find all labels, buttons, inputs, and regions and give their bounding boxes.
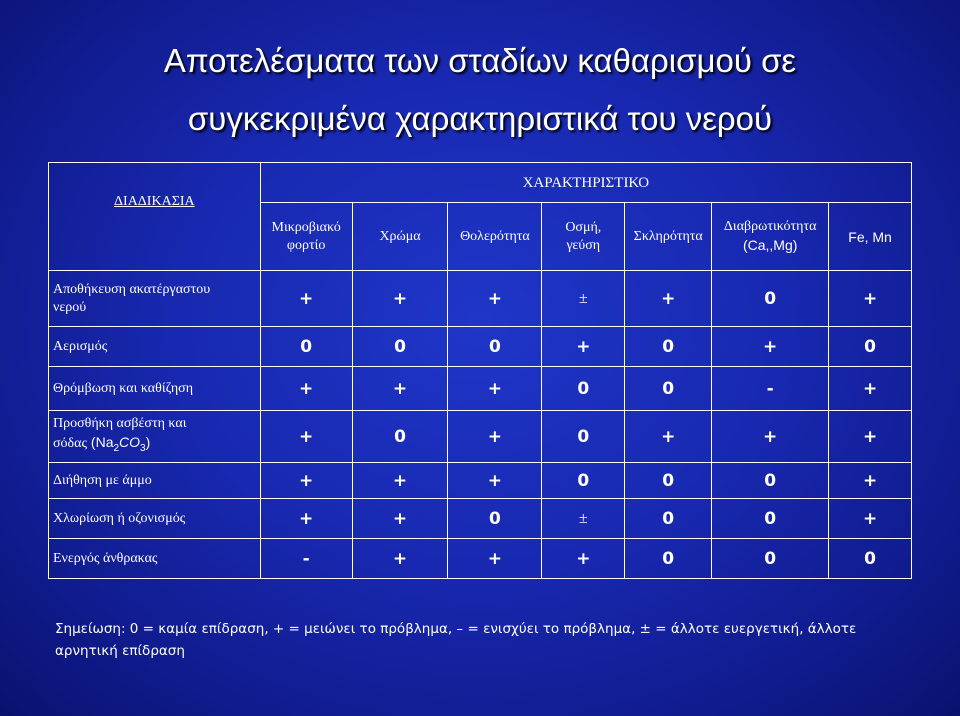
effect-cell: 0: [712, 539, 829, 579]
procedure-cell: Προσθήκη ασβέστη και σόδας $(Na_2CO_3)$: [49, 411, 261, 463]
effect-cell: +: [829, 499, 912, 539]
effect-cell: +: [352, 463, 448, 499]
procedure-cell: Αερισμός: [49, 327, 261, 367]
effect-cell: 0: [625, 463, 712, 499]
effect-cell: 0: [829, 327, 912, 367]
col-header-fe-mn: Fe, Mn: [829, 203, 912, 271]
effect-cell: +: [625, 271, 712, 327]
effect-cell: 0: [542, 411, 625, 463]
effect-cell: +: [260, 271, 352, 327]
effect-cell: +: [448, 463, 542, 499]
effect-cell: 0: [712, 271, 829, 327]
effect-cell: +: [829, 271, 912, 327]
table-row: [49, 327, 912, 367]
col-header-microbial: Μικροβιακό φορτίο: [260, 203, 352, 271]
effect-cell: 0: [625, 327, 712, 367]
footnote-line1: Σημείωση: 0 = καμία επίδραση, + = μειώνει το πρόβλημα, – = ενισχύει το πρόβλημα, ± = άλλοτε ευεργετική, άλλοτε: [55, 621, 857, 637]
procedure-cell: Διήθηση με άμμο: [49, 463, 261, 499]
procedure-cell: Αποθήκευση ακατέργαστου νερού: [49, 271, 261, 327]
formula-na2co3: $(Na_2CO_3)$: [90, 434, 151, 454]
table-row: [49, 367, 912, 411]
effect-cell: 0: [625, 367, 712, 411]
col-header-corrosivity: Διαβρωτικότητα (Ca,,Mg): [712, 203, 829, 271]
effect-cell: +: [352, 499, 448, 539]
col-header-turbidity: Θολερότητα: [448, 203, 542, 271]
effect-cell: +: [542, 327, 625, 367]
effect-cell: 0: [448, 499, 542, 539]
footnote-line2: αρνητική επίδραση: [55, 643, 185, 659]
table-row: [49, 463, 912, 499]
effect-cell: +: [352, 271, 448, 327]
effect-cell: 0: [352, 411, 448, 463]
table-row: [49, 499, 912, 539]
effect-cell: -: [260, 539, 352, 579]
effect-cell: 0: [352, 327, 448, 367]
table-row: [49, 271, 912, 327]
effect-cell: +: [448, 411, 542, 463]
table-row: [49, 539, 912, 579]
procedure-cell: Χλωρίωση ή οζονισμός: [49, 499, 261, 539]
effect-cell: +: [448, 367, 542, 411]
effect-cell: +: [260, 463, 352, 499]
procedure-cell: Ενεργός άνθρακας: [49, 539, 261, 579]
effect-cell: 0: [260, 327, 352, 367]
effect-cell: +: [448, 271, 542, 327]
col-header-color: Χρώμα: [352, 203, 448, 271]
footnote: [55, 618, 915, 662]
effect-cell: +: [352, 539, 448, 579]
effect-cell: ±: [542, 271, 625, 327]
effect-cell: +: [712, 411, 829, 463]
effect-cell: +: [260, 411, 352, 463]
procedure-header: ΔΙΑΔΙΚΑΣΙΑ: [49, 163, 261, 271]
effect-cell: 0: [625, 499, 712, 539]
effect-cell: +: [352, 367, 448, 411]
effect-cell: 0: [542, 463, 625, 499]
effect-cell: +: [542, 539, 625, 579]
effect-cell: -: [712, 367, 829, 411]
effect-cell: 0: [448, 327, 542, 367]
slide-title-line2: συγκεκριμένα χαρακτηριστικά του νερού: [187, 100, 773, 137]
effect-cell: +: [448, 539, 542, 579]
effect-cell: +: [829, 411, 912, 463]
effects-table: [48, 162, 912, 579]
effect-cell: +: [260, 367, 352, 411]
table-row: [49, 411, 912, 463]
effect-cell: ±: [542, 499, 625, 539]
col-header-hardness: Σκληρότητα: [625, 203, 712, 271]
procedure-cell: Θρόμβωση και καθίζηση: [49, 367, 261, 411]
effect-cell: +: [625, 411, 712, 463]
col-header-odor-taste: Οσμή, γεύση: [542, 203, 625, 271]
characteristic-header: ΧΑΡΑΚΤΗΡΙΣΤΙΚΟ: [260, 163, 911, 203]
slide-title-line1: Αποτελέσματα των σταδίων καθαρισμού σε: [163, 42, 797, 79]
effect-cell: 0: [829, 539, 912, 579]
effect-cell: +: [829, 463, 912, 499]
effect-cell: 0: [712, 463, 829, 499]
effect-cell: +: [712, 327, 829, 367]
effect-cell: 0: [542, 367, 625, 411]
effect-cell: +: [260, 499, 352, 539]
effect-cell: 0: [625, 539, 712, 579]
effect-cell: +: [829, 367, 912, 411]
effect-cell: 0: [712, 499, 829, 539]
